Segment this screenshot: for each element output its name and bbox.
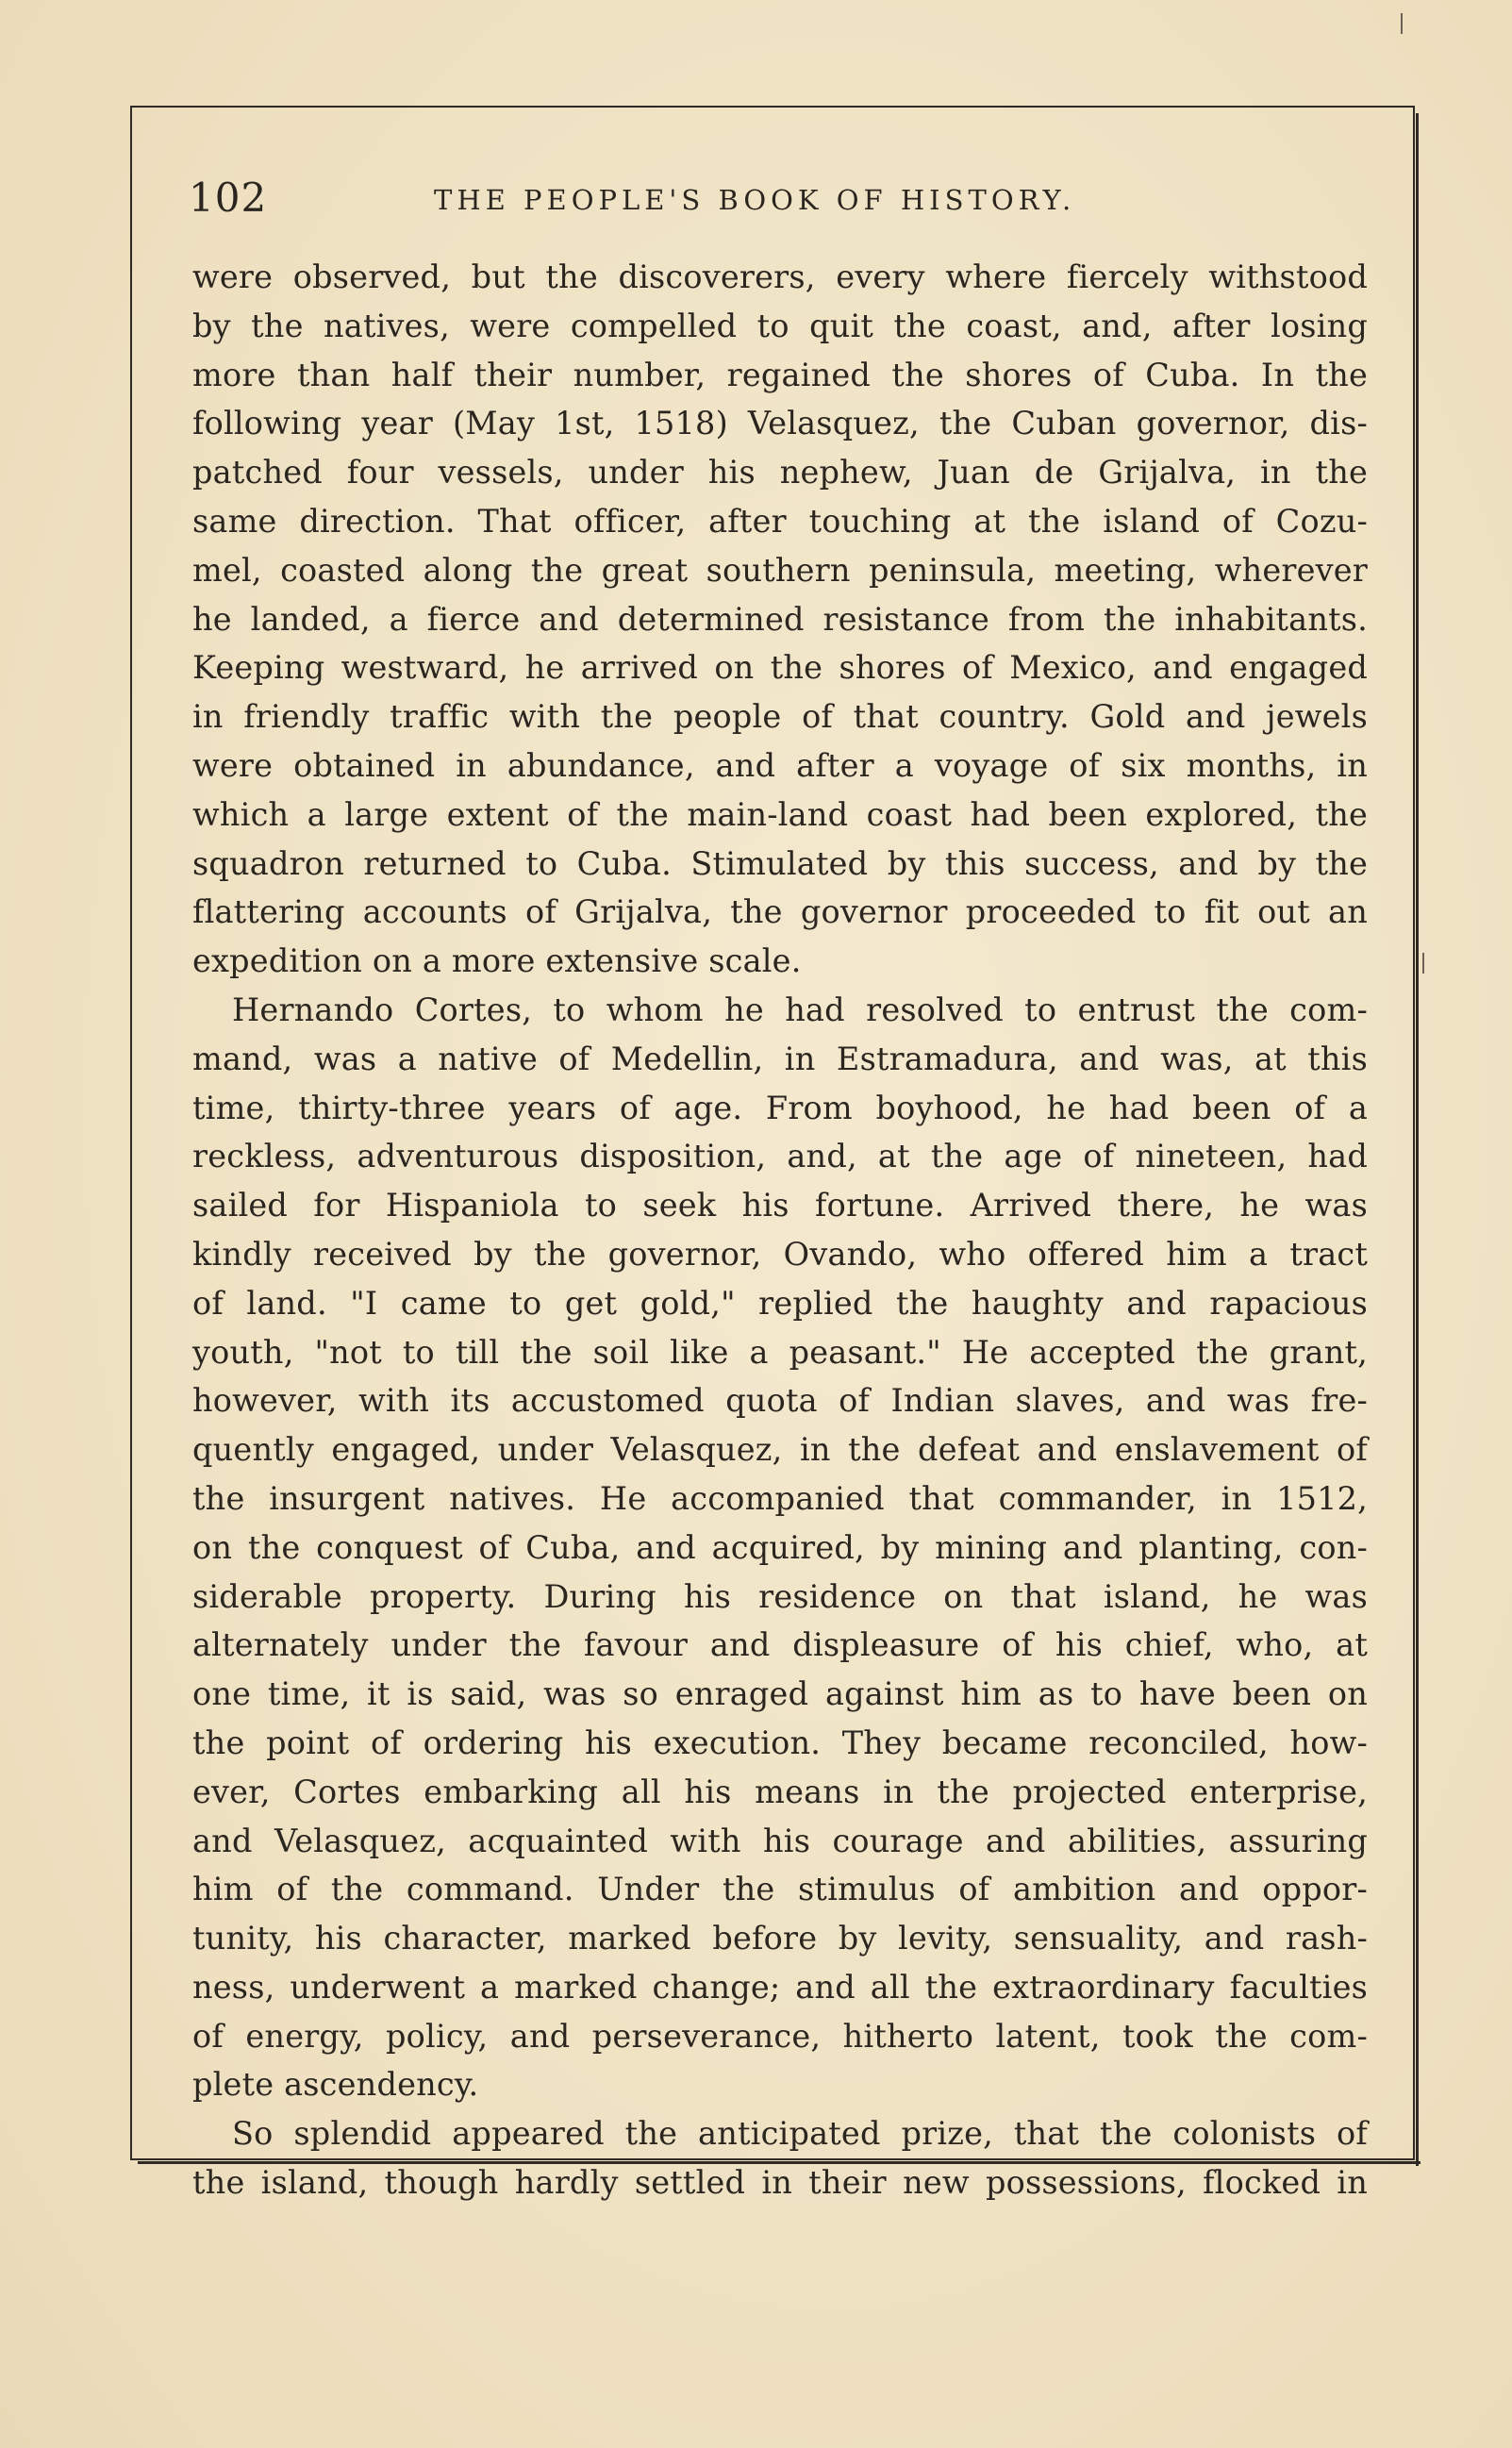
text-line: the insurgent natives. He accompanied that commander, in 1512, — [192, 1479, 1368, 1517]
stray-mark — [1422, 953, 1424, 974]
text-line: more than half their number, regained the shores of Cuba. In the — [192, 356, 1368, 393]
text-line: sailed for Hispaniola to seek his fortune. Arrived there, he was — [192, 1187, 1368, 1224]
text-line: one time, it is said, was so enraged against him as to have been on — [192, 1675, 1368, 1713]
text-line: the point of ordering his execution. They became reconciled, how- — [192, 1724, 1368, 1761]
text-line: mel, coasted along the great southern peninsula, meeting, wherever — [192, 551, 1368, 589]
text-line: Hernando Cortes, to whom he had resolved to entrust the com- — [232, 991, 1368, 1028]
text-line: the island, though hardly settled in their new possessions, flocked in — [192, 2164, 1368, 2202]
running-title: THE PEOPLE'S BOOK OF HISTORY. — [434, 184, 1076, 216]
text-line: of land. "I came to get gold," replied the haughty and rapacious — [192, 1284, 1368, 1322]
text-line: were observed, but the discoverers, every where fiercely withstood — [192, 258, 1368, 295]
text-line: squadron returned to Cuba. Stimulated by this success, and by the — [192, 844, 1368, 882]
text-line: tunity, his character, marked before by levity, sensuality, and rash- — [192, 1920, 1368, 1957]
text-line: him of the command. Under the stimulus of ambition and oppor- — [192, 1871, 1368, 1908]
text-line: mand, was a native of Medellin, in Estramadura, and was, at this — [192, 1040, 1368, 1077]
text-line: on the conquest of Cuba, and acquired, by mining and planting, con- — [192, 1528, 1368, 1566]
text-line: expedition on a more extensive scale. — [192, 942, 802, 980]
text-line: by the natives, were compelled to quit the coast, and, after losing — [192, 307, 1368, 344]
text-line: plete ascendency. — [192, 2066, 479, 2104]
text-line: of energy, policy, and perseverance, hitherto latent, took the com- — [192, 2017, 1368, 2055]
page-header — [189, 175, 1377, 231]
text-line: however, with its accustomed quota of Indian slaves, and was fre- — [192, 1382, 1368, 1420]
text-line: Keeping westward, he arrived on the shores of Mexico, and engaged — [192, 649, 1368, 687]
text-line: patched four vessels, under his nephew, Juan de Grijalva, in the — [192, 454, 1368, 491]
text-line: which a large extent of the main-land coast had been explored, the — [192, 795, 1368, 833]
text-line: in friendly traffic with the people of that country. Gold and jewels — [192, 698, 1368, 736]
stray-mark — [1401, 13, 1403, 34]
text-line: kindly received by the governor, Ovando, who offered him a tract — [192, 1235, 1368, 1273]
text-line: reckless, adventurous disposition, and, at the age of nineteen, had — [192, 1138, 1368, 1175]
text-line: ever, Cortes embarking all his means in the projected enterprise, — [192, 1773, 1368, 1810]
text-line: youth, "not to till the soil like a peasant." He accepted the grant, — [192, 1333, 1368, 1371]
text-line: flattering accounts of Grijalva, the governor proceeded to fit out an — [192, 893, 1368, 931]
text-line: So splendid appeared the anticipated prize, that the colonists of — [232, 2115, 1368, 2153]
text-line: ness, underwent a marked change; and all the extraordinary faculties — [192, 1968, 1368, 2006]
text-line: following year (May 1st, 1518) Velasquez, the Cuban governor, dis- — [192, 405, 1368, 442]
text-line: alternately under the favour and displeasure of his chief, who, at — [192, 1626, 1368, 1664]
text-line: and Velasquez, acquainted with his courage and abilities, assuring — [192, 1822, 1368, 1859]
text-line: time, thirty-three years of age. From boyhood, he had been of a — [192, 1089, 1368, 1126]
page-number: 102 — [189, 175, 268, 221]
text-line: same direction. That officer, after touching at the island of Cozu- — [192, 502, 1368, 540]
text-line: he landed, a fierce and determined resistance from the inhabitants. — [192, 600, 1368, 638]
text-line: siderable property. During his residence on that island, he was — [192, 1577, 1368, 1615]
text-line: quently engaged, under Velasquez, in the defeat and enslavement of — [192, 1431, 1368, 1469]
text-line: were obtained in abundance, and after a voyage of six months, in — [192, 746, 1368, 784]
body-text — [192, 253, 1368, 2207]
